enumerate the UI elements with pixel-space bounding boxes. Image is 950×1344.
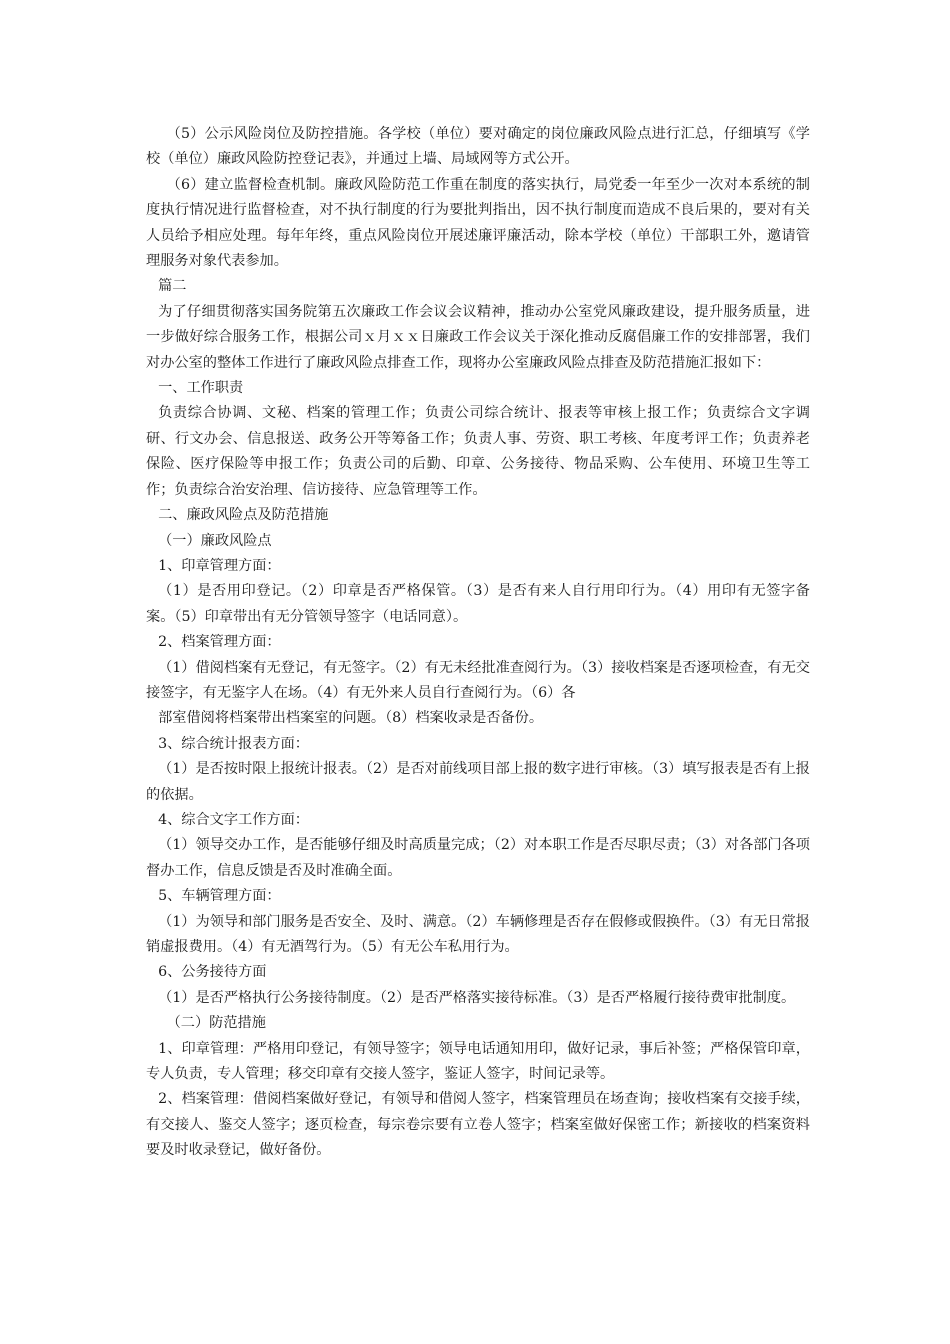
heading-statistics-reports: 3、综合统计报表方面： — [158, 735, 309, 752]
paragraph-job-duties: 负责综合协调、文秘、档案的管理工作；负责公司综合统计、报表等审核上报工作；负责综合文字调研、行文办会、信息报送、政务公开等筹备工作；负责人事、劳资、职工考核、年度考评工作；负责养老保险、医疗保险等申报工作；负责公司的后勤、印章、公务接待、物品采购、公车使用、环境卫生等工作；负责综合治安治理、信访接待、应急管理等工作。 — [146, 405, 810, 498]
paragraph-seal-risks: （1）是否用印登记。（2）印章是否严格保管。（3）是否有来人自行用印行为。（4）用印有无签字备案。（5）印章带出有无分管领导签字（电话同意）。 — [146, 583, 810, 625]
paragraph-archive-risks-cont: 部室借阅将档案带出档案室的问题。（8）档案收录是否备份。 — [158, 710, 544, 727]
heading-vehicle-management: 5、车辆管理方面： — [158, 888, 281, 905]
heading-writing-work: 4、综合文字工作方面： — [158, 811, 309, 828]
paragraph-6-supervision: （6）建立监督检查机制。廉政风险防范工作重在制度的落实执行，局党委一年至少一次对本系统的制度执行情况进行监督检查，对不执行制度的行为要批判指出，因不执行制度而造成不良后果的，要对有关人员给予相应处理。每年年终，重点风险岗位开展述廉评廉活动，除本学校（单位）干部职工外，邀请管理服务对象代表参加。 — [146, 176, 810, 270]
paragraph-seal-measures: 1、印章管理：严格用印登记，有领导签字；领导电话通知用印，做好记录，事后补签；严格保管印章，专人负责，专人管理；移交印章有交接人签字，鉴证人签字，时间记录等。 — [146, 1040, 810, 1083]
paragraph-intro: 为了仔细贯彻落实国务院第五次廉政工作会议会议精神，推动办公室党风廉政建设，提升服务质量，进一步做好综合服务工作，根据公司ｘ月ｘｘ日廉政工作会议关于深化推动反腐倡廉工作的安排部署，我们对办公室的整体工作进行了廉政风险点排查工作，现将办公室廉政风险点排查及防范措施汇报如下： — [146, 303, 810, 371]
subheading-prevention-measures: （二）防范措施 — [166, 1015, 266, 1032]
heading-job-duties: 一、工作职责 — [158, 380, 244, 397]
subheading-risk-points: （一）廉政风险点 — [158, 532, 272, 549]
heading-risk-points-measures: 二、廉政风险点及防范措施 — [158, 507, 329, 524]
paragraph-reception-risks: （1）是否严格执行公务接待制度。（2）是否严格落实接待标准。（3）是否严格履行接待费审批制度。 — [158, 989, 796, 1006]
paragraph-archive-measures: 2、档案管理：借阅档案做好登记，有领导和借阅人签字，档案管理员在场查询；接收档案有交接手续，有交接人、鉴交人签字；逐页检查，每宗卷宗要有立卷人签字；档案室做好保密工作；新接收的档案资料要及时收录登记，做好备份。 — [146, 1091, 810, 1159]
section-heading-part-two: 篇二 — [158, 278, 187, 295]
paragraph-5-publicize: （5）公示风险岗位及防控措施。各学校（单位）要对确定的岗位廉政风险点进行汇总，仔细填写《学校（单位）廉政风险防控登记表》，并通过上墙、局域网等方式公开。 — [146, 126, 810, 168]
paragraph-vehicle-risks: （1）为领导和部门服务是否安全、及时、满意。（2）车辆修理是否存在假修或假换件。（3）有无日常报销虚报费用。（4）有无酒驾行为。（5）有无公车私用行为。 — [146, 913, 810, 955]
document-page — [146, 122, 810, 1164]
heading-official-reception: 6、公务接待方面 — [158, 964, 267, 981]
paragraph-writing-risks: （1）领导交办工作，是否能够仔细及时高质量完成；（2）对本职工作是否尽职尽责；（3）对各部门各项督办工作，信息反馈是否及时准确全面。 — [146, 837, 810, 879]
paragraph-archive-risks: （1）借阅档案有无登记，有无签字。（2）有无未经批准查阅行为。（3）接收档案是否逐项检查，有无交接签字，有无鉴字人在场。（4）有无外来人员自行查阅行为。（6）各 — [146, 659, 810, 701]
paragraph-statistics-risks: （1）是否按时限上报统计报表。（2）是否对前线项目部上报的数字进行审核。（3）填写报表是否有上报的依据。 — [146, 761, 810, 803]
heading-seal-management: 1、印章管理方面： — [158, 557, 281, 574]
heading-archive-management: 2、档案管理方面： — [158, 634, 281, 651]
